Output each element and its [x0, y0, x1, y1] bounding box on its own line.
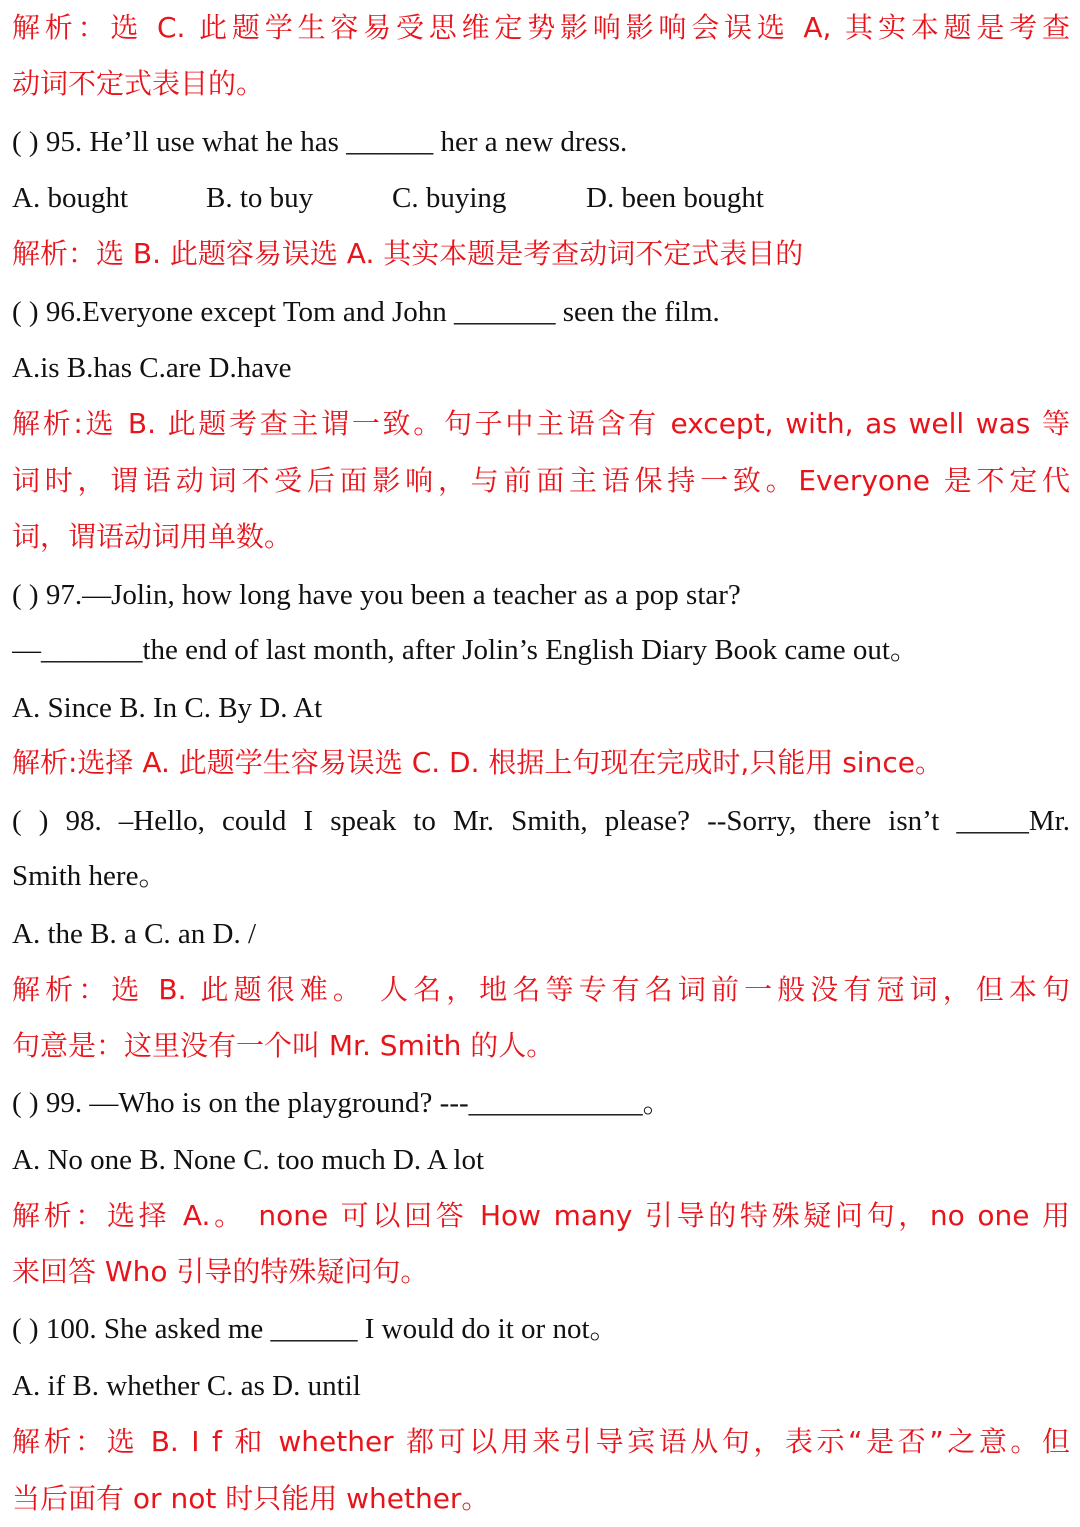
- options-line: [12, 176, 1070, 220]
- question-line: ( ) 100. She asked me ______ I would do it or not。: [12, 1313, 619, 1345]
- question-line: ( ) 99. —Who is on the playground? ---____________。: [12, 1087, 672, 1119]
- analysis-line: 解析：选 C. 此题学生容易受思维定势影响影响会误选 A, 其实本题是考查: [12, 11, 1070, 44]
- analysis-line: 词时，谓语动词不受后面影响，与前面主语保持一致。Everyone 是不定代: [12, 464, 1070, 497]
- analysis-line: 解析：选 B. I f 和 whether 都可以用来引导宾语从句，表示“是否”之意。但: [12, 1425, 1070, 1458]
- option-c: C. buying: [392, 182, 507, 214]
- analysis-line: 句意是：这里没有一个叫 Mr. Smith 的人。: [12, 1029, 555, 1062]
- question-line: —_______the end of last month, after Jolin’s English Diary Book came out。: [12, 634, 919, 666]
- question-line: ( ) 97.—Jolin, how long have you been a teacher as a pop star?: [12, 579, 741, 611]
- analysis-line: 动词不定式表目的。: [12, 67, 265, 100]
- options-line: A. Since B. In C. By D. At: [12, 692, 323, 724]
- options-line: A. if B. whether C. as D. until: [12, 1370, 361, 1402]
- option-b: B. to buy: [206, 182, 314, 214]
- question-line: ( ) 98. –Hello, could I speak to Mr. Smith, please? --Sorry, there isn’t _____Mr.: [12, 805, 1070, 837]
- options-line: A.is B.has C.are D.have: [12, 352, 292, 384]
- analysis-line: 解析:选 B. 此题考查主谓一致。句子中主语含有 except, with, as well was 等: [12, 407, 1070, 440]
- analysis-line: 当后面有 or not 时只能用 whether。: [12, 1482, 490, 1515]
- analysis-line: 解析:选择 A. 此题学生容易误选 C. D. 根据上句现在完成时,只能用 since。: [12, 746, 943, 779]
- analysis-line: 解析：选 B. 此题容易误选 A. 其实本题是考查动词不定式表目的: [12, 237, 804, 270]
- options-line: A. the B. a C. an D. /: [12, 918, 257, 950]
- analysis-line: 解析：选择 A.。 none 可以回答 How many 引导的特殊疑问句，no one 用: [12, 1199, 1070, 1232]
- options-line: A. No one B. None C. too much D. A lot: [12, 1144, 485, 1176]
- option-a: A. bought: [12, 182, 128, 214]
- option-d: D. been bought: [586, 182, 764, 214]
- analysis-line: 词，谓语动词用单数。: [12, 520, 293, 553]
- analysis-line: 来回答 Who 引导的特殊疑问句。: [12, 1255, 429, 1288]
- question-line: ( ) 96.Everyone except Tom and John _______ seen the film.: [12, 296, 720, 328]
- question-line: ( ) 95. He’ll use what he has ______ her a new dress.: [12, 126, 628, 158]
- analysis-line: 解析：选 B. 此题很难。 人名，地名等专有名词前一般没有冠词，但本句: [12, 973, 1070, 1006]
- question-line: Smith here。: [12, 860, 168, 892]
